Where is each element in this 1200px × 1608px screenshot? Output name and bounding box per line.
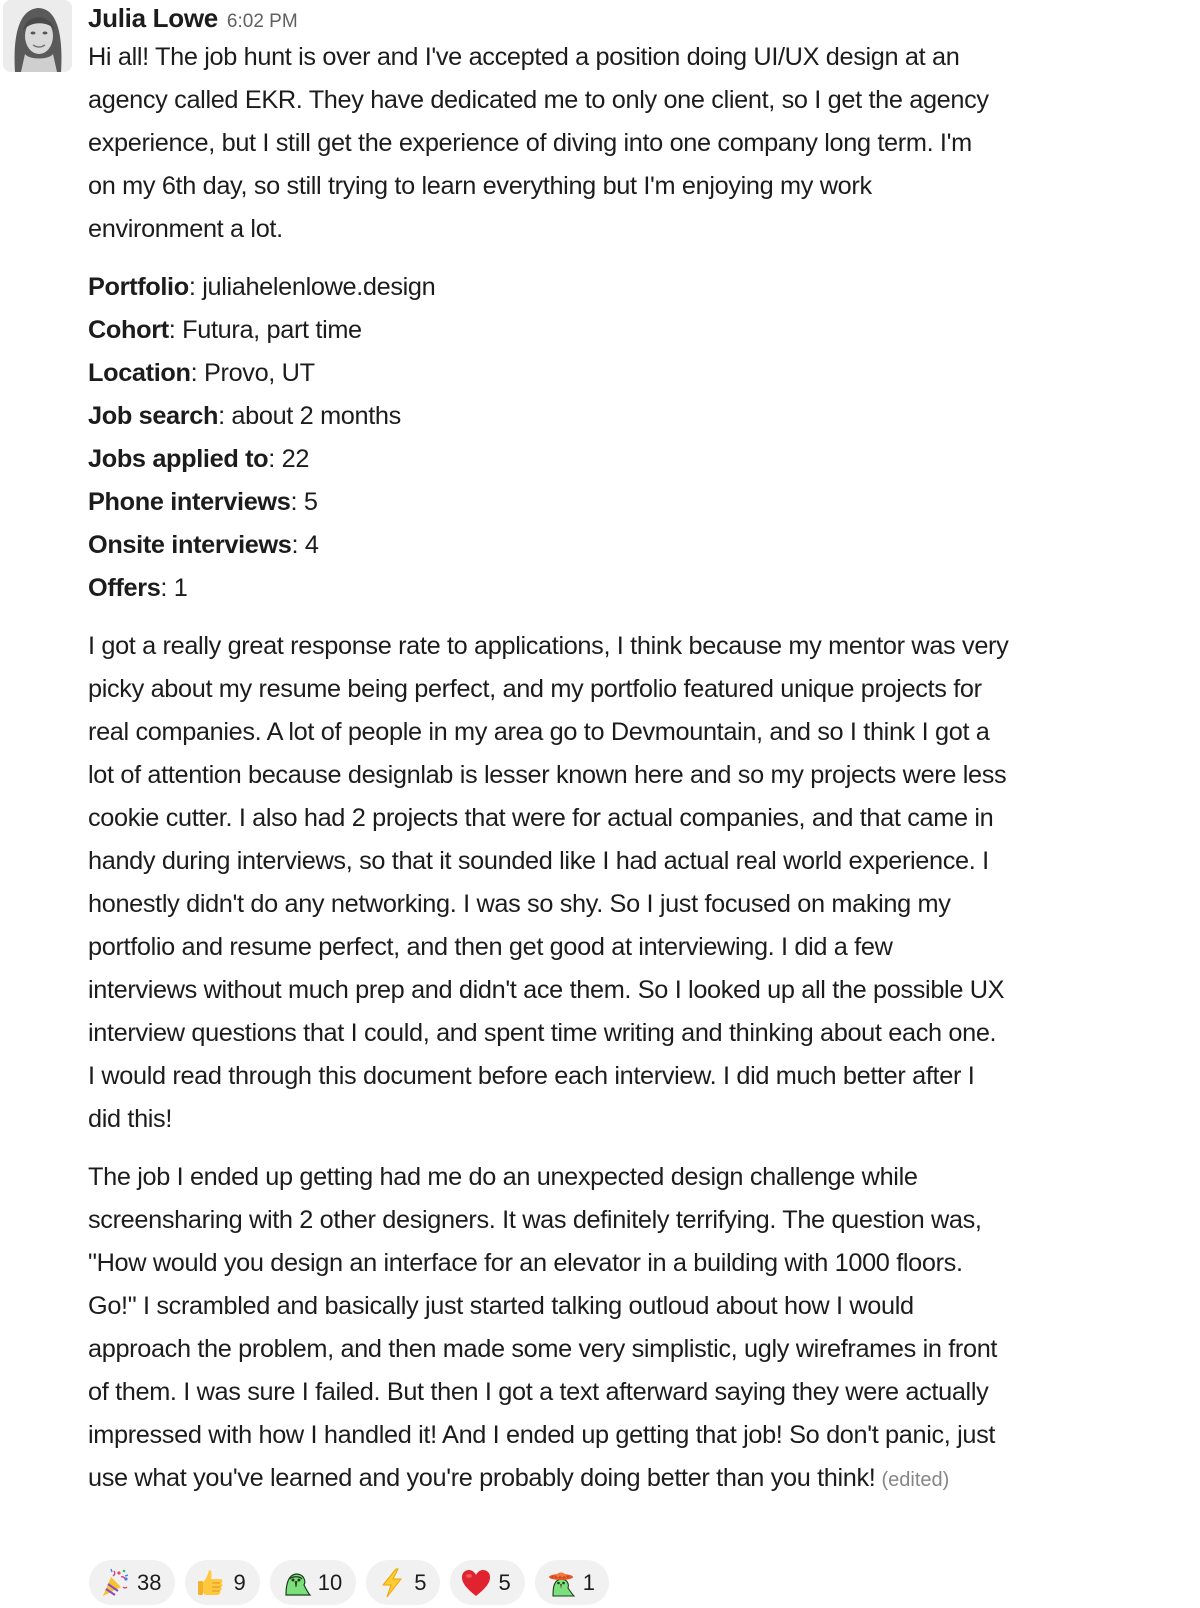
timestamp[interactable]: 6:02 PM <box>226 11 298 32</box>
stat-onsite-interviews <box>88 524 1200 567</box>
reaction-count: 1 <box>582 1569 595 1595</box>
party-popper-icon <box>99 1567 131 1599</box>
stat-value: : Provo, UT <box>190 359 315 387</box>
text-line: I got a really great response rate to applications, I think because my mentor was very <box>88 632 1009 660</box>
reaction-thumbs-up[interactable] <box>185 1560 259 1605</box>
text-line: handy during interviews, so that it sounded like I had actual real world experience. I <box>88 847 989 875</box>
text-line: approach the problem, and then made some very simplistic, ugly wireframes in front <box>88 1335 998 1363</box>
text-line: The job I ended up getting had me do an unexpected design challenge while <box>88 1163 918 1191</box>
stat-cohort <box>88 309 1200 352</box>
stat-label: Job search <box>88 402 219 430</box>
reaction-count: 5 <box>414 1569 427 1595</box>
stat-value: : 5 <box>290 488 318 516</box>
thumbs-up-icon <box>195 1567 227 1599</box>
text-line: Hi all! The job hunt is over and I've accepted a position doing UI/UX design at an <box>88 43 960 71</box>
text-line: I would read through this document before each interview. I did much better after I <box>88 1062 975 1090</box>
reaction-count: 5 <box>498 1569 511 1595</box>
reaction-heart[interactable] <box>450 1560 524 1605</box>
stat-jobs-applied <box>88 438 1200 481</box>
parrot-icon <box>280 1567 312 1599</box>
stat-portfolio <box>88 266 1200 309</box>
paragraph-response-rate <box>88 625 1200 1141</box>
sombrero-parrot-icon <box>545 1567 577 1599</box>
stats-list <box>88 266 1200 610</box>
edited-label: (edited) <box>881 1469 950 1491</box>
paragraph-design-challenge <box>88 1156 1200 1500</box>
reaction-sombrero-parrot[interactable] <box>535 1560 609 1605</box>
stat-value: : Futura, part time <box>168 316 362 344</box>
reaction-count: 10 <box>317 1569 343 1595</box>
stat-label: Cohort <box>88 316 169 344</box>
red-heart-icon <box>460 1567 492 1599</box>
stat-label: Phone interviews <box>88 488 291 516</box>
stat-value: : 4 <box>291 531 319 559</box>
reaction-party-popper[interactable] <box>89 1560 175 1605</box>
reaction-count: 9 <box>233 1569 246 1595</box>
text-line: cookie cutter. I also had 2 projects that were for actual companies, and that came in <box>88 804 994 832</box>
text-line: impressed with how I handled it! And I ended up getting that job! So don't panic, just <box>88 1421 996 1449</box>
reaction-parrot[interactable] <box>270 1560 356 1605</box>
text-line: agency called EKR. They have dedicated me to only one client, so I get the agency <box>88 86 989 114</box>
stat-value: : juliahelenlowe.design <box>188 273 436 301</box>
stat-offers <box>88 567 1200 610</box>
user-photo-icon <box>3 0 72 72</box>
avatar[interactable] <box>3 0 72 72</box>
message-header <box>88 0 1200 36</box>
text-line-last <box>88 1457 1200 1500</box>
text-line: lot of attention because designlab is lesser known here and so my projects were less <box>88 761 1007 789</box>
stat-value: : 1 <box>160 574 188 602</box>
stat-label: Offers <box>88 574 161 602</box>
message-body <box>88 36 1200 1500</box>
text-line: interview questions that I could, and spent time writing and thinking about each one. <box>88 1019 997 1047</box>
stat-label: Jobs applied to <box>88 445 269 473</box>
paragraph-intro <box>88 36 1200 251</box>
text-line: Go!" I scrambled and basically just started talking outloud about how I would <box>88 1292 914 1320</box>
stat-job-search <box>88 395 1200 438</box>
text-line: on my 6th day, so still trying to learn everything but I'm enjoying my work <box>88 172 872 200</box>
stat-label: Location <box>88 359 191 387</box>
stat-value: : about 2 months <box>218 402 401 430</box>
text-line: portfolio and resume perfect, and then get good at interviewing. I did a few <box>88 933 893 961</box>
reaction-lightning[interactable] <box>366 1560 440 1605</box>
text-line: honestly didn't do any networking. I was so shy. So I just focused on making my <box>88 890 951 918</box>
reactions-bar <box>89 1560 609 1605</box>
text-line: did this! <box>88 1105 173 1133</box>
text-line: experience, but I still get the experience of diving into one company long term. I'm <box>88 129 972 157</box>
stat-value: : 22 <box>268 445 310 473</box>
text-line: real companies. A lot of people in my area go to Devmountain, and so I think I got a <box>88 718 990 746</box>
text-line: environment a lot. <box>88 215 283 243</box>
text-line: picky about my resume being perfect, and my portfolio featured unique projects for <box>88 675 982 703</box>
reaction-count: 38 <box>137 1569 162 1595</box>
text-line: of them. I was sure I failed. But then I got a text afterward saying they were actually <box>88 1378 989 1406</box>
text-line: "How would you design an interface for an elevator in a building with 1000 floors. <box>88 1249 963 1277</box>
text-line: screensharing with 2 other designers. It was definitely terrifying. The question was, <box>88 1206 982 1234</box>
text-line: interviews without much prep and didn't ace them. So I looked up all the possible UX <box>88 976 1005 1004</box>
text-line: use what you've learned and you're probably doing better than you think! <box>88 1464 876 1492</box>
stat-label: Onsite interviews <box>88 531 292 559</box>
stat-location <box>88 352 1200 395</box>
stat-phone-interviews <box>88 481 1200 524</box>
author-name[interactable]: Julia Lowe <box>88 3 218 33</box>
lightning-icon <box>376 1567 408 1599</box>
stat-label: Portfolio <box>88 273 189 301</box>
